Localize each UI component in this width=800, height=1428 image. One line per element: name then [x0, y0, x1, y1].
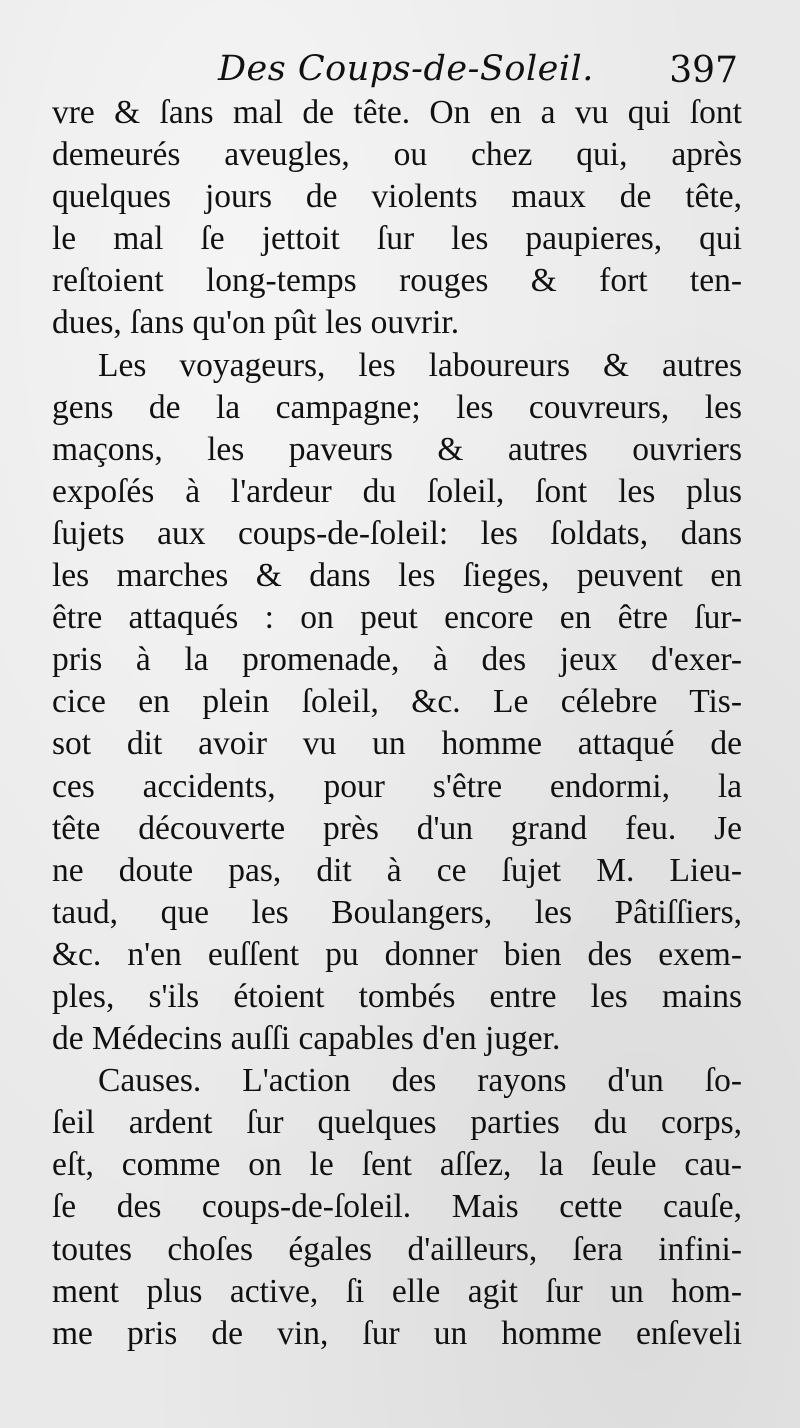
text-line: de Médecins auſſi capables d'en juger.: [52, 1020, 561, 1058]
running-head-title: Des Coups-de-Soleil.: [218, 49, 594, 89]
text-line: quelques jours de violents maux de tête,: [52, 178, 742, 216]
text-line: Les voyageurs, les laboureurs & autres: [98, 346, 742, 384]
text-line: dues, ſans qu'on pût les ouvrir.: [52, 304, 460, 342]
text-line: Causes. L'action des rayons d'un ſo-: [98, 1062, 742, 1100]
text-line: sot dit avoir vu un homme attaqué de: [52, 725, 742, 763]
body-text: [52, 92, 742, 1355]
text-line: vre & ſans mal de tête. On en a vu qui ſont: [52, 94, 742, 131]
text-line: demeurés aveugles, ou chez qui, après: [52, 136, 742, 174]
text-line: tête découverte près d'un grand feu. Je: [52, 809, 742, 847]
text-line: ne doute pas, dit à ce ſujet M. Lieu-: [52, 851, 742, 889]
text-line: le mal ſe jettoit ſur les paupieres, qui: [52, 220, 742, 258]
text-line: expoſés à l'ardeur du ſoleil, ſont les plus: [52, 472, 742, 510]
text-line: les marches & dans les ſieges, peuvent en: [52, 557, 742, 595]
text-line: taud, que les Boulangers, les Pâtiſſiers,: [52, 893, 742, 931]
text-line: &c. n'en euſſent pu donner bien des exem-: [52, 935, 742, 973]
text-line: être attaqués : on peut encore en être ſur-: [52, 599, 742, 637]
text-line: ſeil ardent ſur quelques parties du corps,: [52, 1104, 742, 1142]
text-line: cice en plein ſoleil, &c. Le célebre Tis-: [52, 683, 742, 721]
text-line: reſtoient long-temps rouges & fort ten-: [52, 262, 742, 300]
text-line: me pris de vin, ſur un homme enſeveli: [52, 1314, 742, 1352]
text-line: toutes choſes égales d'ailleurs, ſera infini-: [52, 1230, 742, 1268]
running-head: [0, 44, 800, 94]
text-line: ſe des coups-de-ſoleil. Mais cette cauſe,: [52, 1188, 742, 1226]
page-number: 397: [669, 50, 738, 91]
text-line: ment plus active, ſi elle agit ſur un hom-: [52, 1272, 742, 1310]
text-line: maçons, les paveurs & autres ouvriers: [52, 430, 742, 468]
text-line: ples, s'ils étoient tombés entre les mains: [52, 977, 742, 1015]
text-line: pris à la promenade, à des jeux d'exer-: [52, 641, 742, 679]
text-line: ces accidents, pour s'être endormi, la: [52, 767, 742, 805]
text-line: gens de la campagne; les couvreurs, les: [52, 388, 742, 426]
text-line: ſujets aux coups-de-ſoleil: les ſoldats, dans: [52, 514, 742, 552]
text-line: eſt, comme on le ſent aſſez, la ſeule cau-: [52, 1146, 742, 1184]
